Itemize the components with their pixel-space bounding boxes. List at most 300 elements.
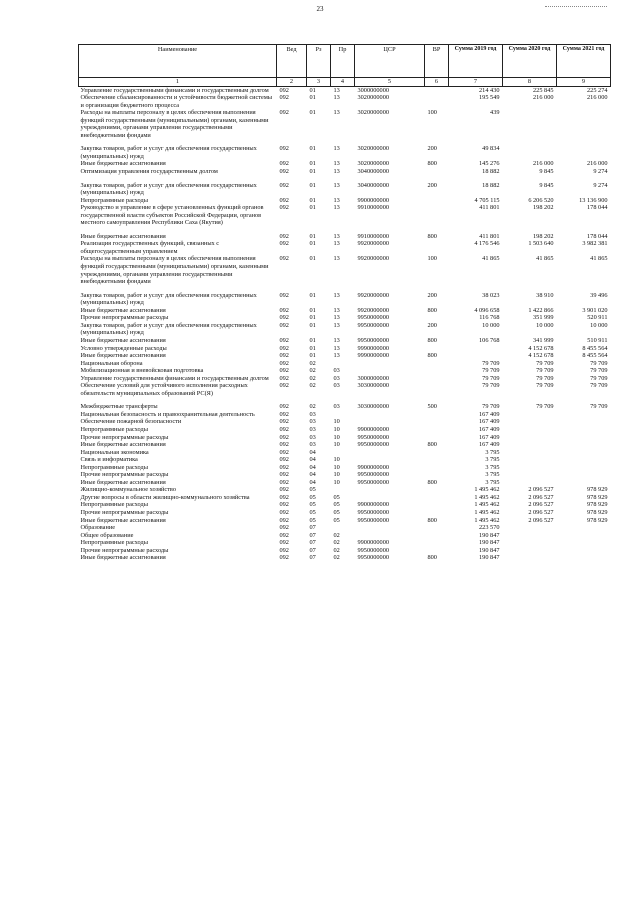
row-sum-2020 bbox=[503, 532, 557, 540]
row-ved: 092 bbox=[279, 344, 289, 352]
table-row bbox=[79, 233, 611, 241]
row-sum-2019: 18 882 bbox=[482, 168, 500, 176]
row-csr bbox=[355, 360, 425, 368]
row-ved: 092 bbox=[279, 145, 289, 153]
row-rz: 07 bbox=[309, 546, 316, 554]
row-sum-2021: 13 136 900 bbox=[579, 196, 608, 204]
row-csr: 9950000000 bbox=[357, 433, 389, 441]
column-number: 8 bbox=[503, 78, 557, 87]
row-sum-2019: 167 409 bbox=[479, 425, 500, 433]
row-sum-2021: 41 865 bbox=[590, 255, 608, 263]
row-pr bbox=[331, 524, 355, 532]
row-csr: 9920000000 bbox=[357, 306, 389, 314]
row-pr: 10 bbox=[333, 433, 340, 441]
row-vr bbox=[425, 86, 449, 94]
row-sum-2019: 41 865 bbox=[482, 255, 500, 263]
row-csr: 9950000000 bbox=[357, 441, 389, 449]
row-ved: 092 bbox=[279, 168, 289, 176]
row-vr bbox=[425, 464, 449, 472]
table-row bbox=[79, 204, 611, 233]
row-name: Иные бюджетные ассигнования bbox=[80, 160, 166, 168]
table-body bbox=[79, 86, 611, 562]
table-row bbox=[79, 307, 611, 315]
row-csr bbox=[355, 449, 425, 457]
row-vr bbox=[425, 494, 449, 502]
row-sum-2019: 10 000 bbox=[482, 321, 500, 329]
row-sum-2019: 411 801 bbox=[479, 204, 500, 212]
row-ved: 092 bbox=[279, 531, 289, 539]
table-row bbox=[79, 418, 611, 426]
row-name: Оптимизация управления государственным долгом bbox=[80, 168, 218, 176]
row-sum-2019: 1 495 462 bbox=[474, 508, 500, 516]
row-pr bbox=[331, 411, 355, 419]
row-vr bbox=[425, 509, 449, 517]
row-sum-2019: 190 847 bbox=[479, 554, 500, 562]
row-rz: 01 bbox=[309, 352, 316, 360]
header-csr: ЦСР bbox=[355, 45, 425, 78]
row-sum-2019: 4 705 115 bbox=[474, 196, 500, 204]
row-pr: 03 bbox=[333, 367, 340, 375]
table-row bbox=[79, 547, 611, 555]
row-sum-2020 bbox=[503, 109, 557, 145]
column-number: 1 bbox=[79, 78, 277, 87]
row-sum-2020: 41 865 bbox=[536, 255, 554, 263]
header-sum-2021: Сумма 2021 год bbox=[557, 45, 611, 78]
row-sum-2021: 216 000 bbox=[587, 160, 608, 168]
row-vr bbox=[425, 524, 449, 532]
row-sum-2020 bbox=[503, 426, 557, 434]
row-ved: 092 bbox=[279, 418, 289, 426]
row-vr bbox=[425, 434, 449, 442]
row-sum-2019: 3 795 bbox=[485, 448, 500, 456]
row-pr: 13 bbox=[333, 181, 340, 189]
row-rz: 03 bbox=[309, 433, 316, 441]
row-sum-2019: 3 795 bbox=[485, 478, 500, 486]
row-sum-2021: 10 000 bbox=[590, 321, 608, 329]
row-pr: 13 bbox=[333, 291, 340, 299]
row-name: Иные бюджетные ассигнования bbox=[80, 516, 166, 524]
row-sum-2019: 190 847 bbox=[479, 546, 500, 554]
row-name: Межбюджетные трансферты bbox=[80, 403, 158, 411]
row-ved: 092 bbox=[279, 94, 289, 102]
row-csr: 9900000000 bbox=[357, 196, 389, 204]
row-pr: 13 bbox=[333, 204, 340, 212]
row-rz: 07 bbox=[309, 554, 316, 562]
row-name: Иные бюджетные ассигнования bbox=[80, 554, 166, 562]
row-rz: 04 bbox=[309, 463, 316, 471]
row-name: Закупка товаров, работ и услуг для обеспечения государственных (муниципальных) нужд bbox=[80, 145, 257, 160]
row-sum-2020 bbox=[503, 539, 557, 547]
row-csr: 3020000000 bbox=[357, 94, 389, 102]
row-vr bbox=[425, 418, 449, 426]
header-pr: Пр bbox=[331, 45, 355, 78]
row-sum-2021: 520 911 bbox=[587, 314, 608, 322]
row-name: Связь и информатика bbox=[80, 456, 138, 464]
row-ved: 092 bbox=[279, 471, 289, 479]
row-sum-2020: 216 000 bbox=[533, 94, 554, 102]
row-pr: 13 bbox=[333, 160, 340, 168]
column-number: 2 bbox=[277, 78, 307, 87]
row-sum-2019: 223 570 bbox=[479, 524, 500, 532]
row-ved: 092 bbox=[279, 181, 289, 189]
row-pr bbox=[331, 360, 355, 368]
row-rz: 01 bbox=[309, 306, 316, 314]
row-csr bbox=[355, 524, 425, 532]
row-name: Управление государственными финансами и государственным долгом bbox=[80, 86, 269, 94]
row-csr: 9910000000 bbox=[357, 204, 389, 212]
table-row bbox=[79, 456, 611, 464]
row-csr: 9900000000 bbox=[357, 501, 389, 509]
row-vr: 800 bbox=[427, 232, 437, 240]
row-sum-2021 bbox=[557, 418, 611, 426]
table-row bbox=[79, 160, 611, 168]
table-row bbox=[79, 434, 611, 442]
row-ved: 092 bbox=[279, 448, 289, 456]
row-rz: 01 bbox=[309, 86, 316, 94]
table-row bbox=[79, 524, 611, 532]
row-vr: 500 bbox=[427, 403, 437, 411]
table-row bbox=[79, 494, 611, 502]
row-name: Образование bbox=[80, 524, 116, 532]
row-sum-2020: 341 999 bbox=[533, 336, 554, 344]
table-row bbox=[79, 322, 611, 337]
row-ved: 092 bbox=[279, 516, 289, 524]
row-sum-2021 bbox=[557, 532, 611, 540]
row-sum-2021: 79 709 bbox=[590, 374, 608, 382]
row-csr: 9950000000 bbox=[357, 471, 389, 479]
row-sum-2020: 79 709 bbox=[536, 374, 554, 382]
row-rz: 04 bbox=[309, 478, 316, 486]
row-sum-2021: 510 911 bbox=[587, 336, 608, 344]
row-sum-2020 bbox=[503, 441, 557, 449]
row-pr: 10 bbox=[333, 478, 340, 486]
row-csr: 9950000000 bbox=[357, 478, 389, 486]
row-vr: 200 bbox=[427, 321, 437, 329]
row-sum-2021: 39 496 bbox=[590, 291, 608, 299]
row-vr bbox=[425, 532, 449, 540]
row-sum-2021 bbox=[557, 464, 611, 472]
row-rz: 04 bbox=[309, 471, 316, 479]
table-row bbox=[79, 532, 611, 540]
row-name: Национальная оборона bbox=[80, 359, 143, 367]
row-sum-2019: 79 709 bbox=[482, 367, 500, 375]
row-sum-2019: 1 495 462 bbox=[474, 516, 500, 524]
row-sum-2020 bbox=[503, 471, 557, 479]
row-sum-2020: 2 096 527 bbox=[528, 501, 554, 509]
row-name: Закупка товаров, работ и услуг для обеспечения государственных (муниципальных) нужд bbox=[80, 291, 257, 307]
table-row bbox=[79, 403, 611, 411]
row-sum-2019: 1 495 462 bbox=[474, 501, 500, 509]
row-sum-2021: 978 929 bbox=[587, 516, 608, 524]
row-sum-2019: 4 176 546 bbox=[474, 240, 500, 248]
row-sum-2019: 3 795 bbox=[485, 463, 500, 471]
row-sum-2021 bbox=[557, 539, 611, 547]
row-name: Условно утвержденные расходы bbox=[80, 344, 167, 352]
row-vr bbox=[425, 449, 449, 457]
row-csr: 3040000000 bbox=[357, 181, 389, 189]
row-ved: 092 bbox=[279, 441, 289, 449]
row-rz: 01 bbox=[309, 232, 316, 240]
row-pr: 10 bbox=[333, 463, 340, 471]
row-sum-2019: 167 409 bbox=[479, 441, 500, 449]
row-sum-2021 bbox=[557, 411, 611, 419]
row-name: Национальная экономика bbox=[80, 448, 149, 456]
table-row bbox=[79, 109, 611, 145]
row-sum-2020 bbox=[503, 456, 557, 464]
table-row bbox=[79, 486, 611, 494]
row-sum-2021: 3 901 020 bbox=[582, 306, 608, 314]
row-sum-2020 bbox=[503, 145, 557, 160]
row-sum-2019: 79 709 bbox=[482, 403, 500, 411]
row-csr bbox=[355, 456, 425, 464]
row-pr: 03 bbox=[333, 403, 340, 411]
row-sum-2020: 6 206 520 bbox=[528, 196, 554, 204]
row-csr: 9990000000 bbox=[357, 344, 389, 352]
row-sum-2021 bbox=[557, 456, 611, 464]
row-pr: 03 bbox=[333, 382, 340, 390]
table-row bbox=[79, 352, 611, 360]
row-name: Иные бюджетные ассигнования bbox=[80, 352, 166, 360]
row-ved: 092 bbox=[279, 336, 289, 344]
row-ved: 092 bbox=[279, 232, 289, 240]
row-name: Прочие непрограммные расходы bbox=[80, 471, 169, 479]
table-row bbox=[79, 176, 611, 197]
row-ved: 092 bbox=[279, 240, 289, 248]
row-sum-2020 bbox=[503, 418, 557, 426]
row-ved: 092 bbox=[279, 359, 289, 367]
row-pr: 05 bbox=[333, 493, 340, 501]
row-csr: 9950000000 bbox=[357, 508, 389, 516]
row-rz: 01 bbox=[309, 321, 316, 329]
row-pr: 13 bbox=[333, 196, 340, 204]
row-sum-2019: 167 409 bbox=[479, 410, 500, 418]
row-csr bbox=[355, 411, 425, 419]
row-sum-2020: 79 709 bbox=[536, 359, 554, 367]
row-sum-2020: 4 152 678 bbox=[528, 344, 554, 352]
row-name: Закупка товаров, работ и услуг для обеспечения государственных (муниципальных) нужд bbox=[80, 181, 257, 197]
row-rz: 02 bbox=[309, 359, 316, 367]
row-name: Управление государственными финансами и государственным долгом bbox=[80, 374, 269, 382]
row-ved: 092 bbox=[279, 478, 289, 486]
row-ved: 092 bbox=[279, 539, 289, 547]
row-sum-2019: 145 276 bbox=[479, 160, 500, 168]
row-rz: 05 bbox=[309, 486, 316, 494]
row-csr: 9950000000 bbox=[357, 314, 389, 322]
row-vr bbox=[425, 204, 449, 233]
row-name: Непрограммные расходы bbox=[80, 425, 148, 433]
page-number: 23 bbox=[316, 5, 324, 13]
row-csr: 9900000000 bbox=[357, 539, 389, 547]
header-sum-2020: Сумма 2020 год bbox=[503, 45, 557, 78]
row-ved: 092 bbox=[279, 433, 289, 441]
row-pr: 10 bbox=[333, 441, 340, 449]
row-rz: 01 bbox=[309, 196, 316, 204]
row-sum-2020: 9 845 bbox=[539, 168, 554, 176]
row-csr bbox=[355, 418, 425, 426]
row-rz: 01 bbox=[309, 204, 316, 212]
row-sum-2020 bbox=[503, 449, 557, 457]
row-rz: 01 bbox=[309, 314, 316, 322]
table-row bbox=[79, 168, 611, 176]
row-ved: 092 bbox=[279, 501, 289, 509]
row-sum-2021 bbox=[557, 449, 611, 457]
row-sum-2020 bbox=[503, 547, 557, 555]
row-sum-2021: 79 709 bbox=[590, 359, 608, 367]
column-number: 4 bbox=[331, 78, 355, 87]
row-rz: 01 bbox=[309, 94, 316, 102]
row-ved: 092 bbox=[279, 314, 289, 322]
row-rz: 05 bbox=[309, 501, 316, 509]
row-csr: 3030000000 bbox=[357, 403, 389, 411]
row-ved: 092 bbox=[279, 382, 289, 390]
row-pr: 03 bbox=[333, 374, 340, 382]
row-sum-2021: 79 709 bbox=[590, 382, 608, 390]
row-sum-2019: 167 409 bbox=[479, 433, 500, 441]
row-sum-2019: 195 549 bbox=[479, 94, 500, 102]
row-sum-2021 bbox=[557, 145, 611, 160]
table-row bbox=[79, 375, 611, 383]
row-sum-2019: 411 801 bbox=[479, 232, 500, 240]
table-row bbox=[79, 145, 611, 160]
row-sum-2020: 2 096 527 bbox=[528, 493, 554, 501]
row-csr: 3020000000 bbox=[357, 145, 389, 153]
row-name: Обеспечение пожарной безопасности bbox=[80, 418, 182, 426]
row-csr: 9920000000 bbox=[357, 255, 389, 263]
row-vr bbox=[425, 501, 449, 509]
row-sum-2020: 79 709 bbox=[536, 382, 554, 390]
row-sum-2021: 8 455 564 bbox=[582, 344, 608, 352]
row-vr: 200 bbox=[427, 145, 437, 153]
row-name: Другие вопросы в области жилищно-коммунального хозяйства bbox=[80, 493, 250, 501]
row-pr: 10 bbox=[333, 418, 340, 426]
row-name: Мобилизационная и вневойсковая подготовка bbox=[80, 367, 204, 375]
row-ved: 092 bbox=[279, 524, 289, 532]
table-row bbox=[79, 197, 611, 205]
row-vr bbox=[425, 240, 449, 255]
row-sum-2019: 38 023 bbox=[482, 291, 500, 299]
row-csr: 9920000000 bbox=[357, 291, 389, 299]
row-sum-2020: 10 000 bbox=[536, 321, 554, 329]
row-ved: 092 bbox=[279, 86, 289, 94]
table-row bbox=[79, 471, 611, 479]
table-row bbox=[79, 337, 611, 345]
table-row bbox=[79, 94, 611, 109]
row-rz: 01 bbox=[309, 291, 316, 299]
row-rz: 05 bbox=[309, 493, 316, 501]
row-rz: 04 bbox=[309, 448, 316, 456]
row-csr: 9990000000 bbox=[357, 352, 389, 360]
row-pr: 13 bbox=[333, 240, 340, 248]
row-sum-2019: 1 495 462 bbox=[474, 486, 500, 494]
row-name: Руководство и управление в сфере установленных функций органов государственной власти субъектов Российской Федерации, органов местного самоуправления Республики Саха (Якутия) bbox=[80, 204, 264, 227]
row-ved: 092 bbox=[279, 410, 289, 418]
row-sum-2020: 38 910 bbox=[536, 291, 554, 299]
row-name: Прочие непрограммные расходы bbox=[80, 433, 169, 441]
row-csr: 3020000000 bbox=[357, 160, 389, 168]
row-pr: 13 bbox=[333, 145, 340, 153]
row-vr bbox=[425, 382, 449, 403]
row-sum-2019: 167 409 bbox=[479, 418, 500, 426]
row-pr bbox=[331, 486, 355, 494]
row-vr: 200 bbox=[427, 291, 437, 299]
row-csr: 3020000000 bbox=[357, 109, 389, 117]
row-sum-2020: 9 845 bbox=[539, 181, 554, 189]
row-sum-2021 bbox=[557, 434, 611, 442]
row-sum-2021 bbox=[557, 547, 611, 555]
row-csr: 9900000000 bbox=[357, 463, 389, 471]
table-row bbox=[79, 382, 611, 403]
row-pr: 13 bbox=[333, 168, 340, 176]
row-pr: 13 bbox=[333, 255, 340, 263]
row-pr: 05 bbox=[333, 501, 340, 509]
table-row bbox=[79, 86, 611, 94]
row-sum-2020: 1 422 866 bbox=[528, 306, 554, 314]
row-vr bbox=[425, 94, 449, 109]
row-vr bbox=[425, 345, 449, 353]
row-sum-2020 bbox=[503, 479, 557, 487]
row-pr: 13 bbox=[333, 306, 340, 314]
row-sum-2021: 978 929 bbox=[587, 501, 608, 509]
row-sum-2020: 2 096 527 bbox=[528, 508, 554, 516]
row-pr: 13 bbox=[333, 321, 340, 329]
row-sum-2021 bbox=[557, 524, 611, 532]
row-sum-2019: 79 709 bbox=[482, 359, 500, 367]
row-sum-2020 bbox=[503, 411, 557, 419]
row-sum-2021: 216 000 bbox=[587, 94, 608, 102]
row-sum-2019: 1 495 462 bbox=[474, 493, 500, 501]
row-ved: 092 bbox=[279, 486, 289, 494]
row-sum-2020: 2 096 527 bbox=[528, 486, 554, 494]
row-vr bbox=[425, 411, 449, 419]
row-pr: 02 bbox=[333, 531, 340, 539]
row-rz: 01 bbox=[309, 344, 316, 352]
row-ved: 092 bbox=[279, 493, 289, 501]
row-vr: 800 bbox=[427, 160, 437, 168]
row-rz: 01 bbox=[309, 181, 316, 189]
row-pr: 02 bbox=[333, 539, 340, 547]
row-pr: 02 bbox=[333, 546, 340, 554]
row-name: Иные бюджетные ассигнования bbox=[80, 306, 166, 314]
row-ved: 092 bbox=[279, 554, 289, 562]
row-sum-2020 bbox=[503, 434, 557, 442]
row-sum-2020: 225 845 bbox=[533, 86, 554, 94]
row-csr: 9950000000 bbox=[357, 321, 389, 329]
row-vr bbox=[425, 471, 449, 479]
row-vr: 800 bbox=[427, 554, 437, 562]
row-sum-2019: 439 bbox=[490, 109, 500, 117]
row-rz: 07 bbox=[309, 531, 316, 539]
row-vr bbox=[425, 375, 449, 383]
table-row bbox=[79, 292, 611, 307]
row-sum-2021: 79 709 bbox=[590, 403, 608, 411]
table-row bbox=[79, 314, 611, 322]
row-ved: 092 bbox=[279, 367, 289, 375]
column-number: 7 bbox=[449, 78, 503, 87]
row-name: Непрограммные расходы bbox=[80, 501, 148, 509]
table-row bbox=[79, 479, 611, 487]
row-name: Расходы на выплаты персоналу в целях обеспечения выполнения функций государственными (муниципальными) органами, казенными учреждениями, органами управления государственными внебюджетными фондами bbox=[80, 109, 269, 139]
row-vr bbox=[425, 197, 449, 205]
row-vr: 800 bbox=[427, 352, 437, 360]
row-sum-2020: 79 709 bbox=[536, 403, 554, 411]
row-name: Непрограммные расходы bbox=[80, 463, 148, 471]
row-pr: 13 bbox=[333, 94, 340, 102]
row-csr: 9900000000 bbox=[357, 425, 389, 433]
row-sum-2019: 214 430 bbox=[479, 86, 500, 94]
header-ved: Вед bbox=[277, 45, 307, 78]
row-rz: 03 bbox=[309, 410, 316, 418]
row-sum-2021: 178 044 bbox=[587, 232, 608, 240]
